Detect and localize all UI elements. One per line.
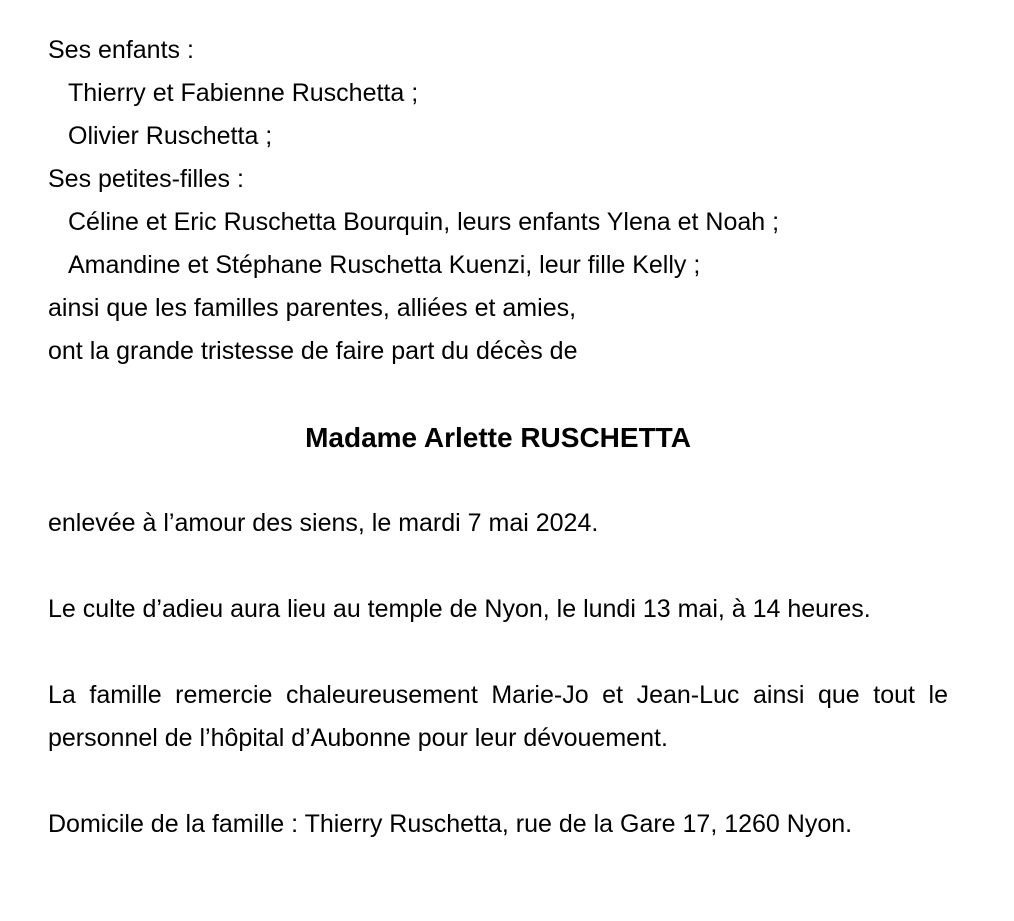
- deceased-name: Madame Arlette RUSCHETTA: [305, 422, 691, 453]
- family-address-line: Domicile de la famille : Thierry Ruschetta, rue de la Gare 17, 1260 Nyon.: [48, 810, 853, 838]
- family-line-ses-enfants: Ses enfants :: [48, 36, 194, 64]
- family-line-thierry: Thierry et Fabienne Ruschetta ;: [68, 79, 419, 107]
- death-announcement-line: enlevée à l’amour des siens, le mardi 7 mai 2024.: [48, 509, 599, 537]
- thanks-paragraph: La famille remercie chaleureusement Marie-Jo et Jean-Luc ainsi que tout le personnel de l’hôpital d’Aubonne pour leur dévouement.: [48, 681, 948, 752]
- family-line-amandine: Amandine et Stéphane Ruschetta Kuenzi, leur fille Kelly ;: [68, 251, 701, 279]
- ceremony-info-line: Le culte d’adieu aura lieu au temple de Nyon, le lundi 13 mai, à 14 heures.: [48, 595, 871, 623]
- family-line-tristesse: ont la grande tristesse de faire part du décès de: [48, 337, 578, 365]
- family-intro-block: [48, 29, 948, 373]
- family-line-familles: ainsi que les familles parentes, alliées et amies,: [48, 294, 577, 322]
- family-line-olivier: Olivier Ruschetta ;: [68, 122, 273, 150]
- family-line-celine: Céline et Eric Ruschetta Bourquin, leurs enfants Ylena et Noah ;: [68, 208, 780, 236]
- family-line-petites-filles: Ses petites-filles :: [48, 165, 244, 193]
